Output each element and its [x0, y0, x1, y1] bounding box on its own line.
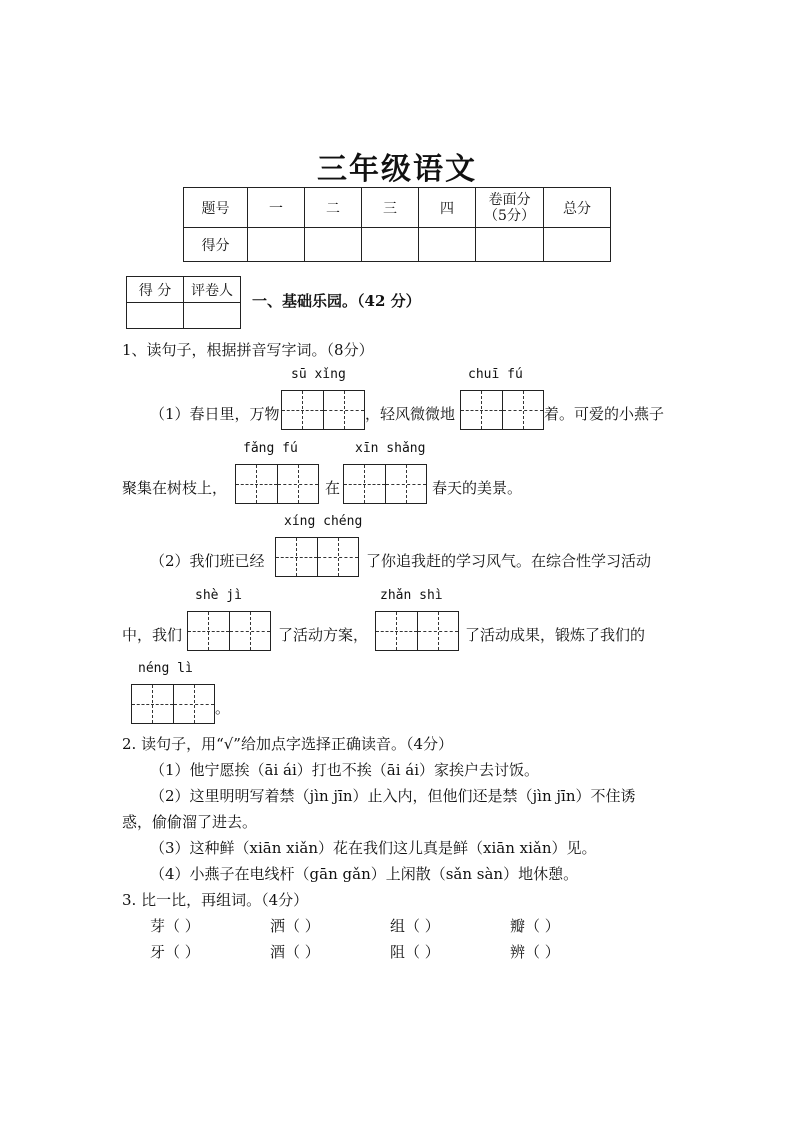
answer-grid[interactable] — [187, 611, 271, 651]
answer-grid[interactable] — [131, 684, 215, 724]
page-title: 三年级语文 — [317, 152, 477, 187]
grader-score-label: 得 分 — [127, 277, 184, 303]
score-header-number: 题号 — [184, 188, 248, 228]
sentence-text: （2）我们班已经 — [150, 552, 265, 570]
score-cell — [305, 228, 362, 262]
sentence-text: 了活动成果，锻炼了我们的 — [465, 626, 646, 644]
question-2-title: 2. 读句子，用“√”给加点字选择正确读音。（4分） — [122, 735, 454, 753]
score-cell — [248, 228, 305, 262]
sentence-text: 春天的美景。 — [432, 479, 523, 497]
answer-grid[interactable] — [235, 464, 319, 504]
question-2-line: （1）他宁愿挨（āi ái）打也不挨（āi ái）家挨户去讨饭。 — [150, 761, 540, 779]
word-item: 辨（ ） — [510, 943, 560, 961]
grader-cell — [127, 303, 184, 329]
pinyin: sū xǐng — [291, 367, 346, 382]
pinyin: zhǎn shì — [380, 588, 443, 603]
score-header-total: 总分 — [544, 188, 611, 228]
score-cell — [476, 228, 544, 262]
answer-grid[interactable] — [375, 611, 459, 651]
score-cell — [544, 228, 611, 262]
pinyin: fǎng fú — [243, 441, 298, 456]
pinyin: chuī fú — [468, 367, 523, 382]
question-2-line: 惑，偷偷溜了进去。 — [122, 813, 258, 831]
question-2-line: （2）这里明明写着禁（jìn jīn）止入内，但他们还是禁（jìn jīn）不住诱 — [150, 787, 636, 805]
word-item: 阻（ ） — [390, 943, 440, 961]
question-2-line: （3）这种鲜（xiān xiǎn）花在我们这儿真是鲜（xiān xiǎn）见。 — [150, 839, 597, 857]
pinyin: xīn shǎng — [355, 441, 426, 456]
pinyin: néng lì — [138, 661, 193, 676]
score-row-label: 得分 — [184, 228, 248, 262]
score-header-3: 三 — [362, 188, 419, 228]
answer-grid[interactable] — [281, 390, 365, 430]
word-item: 组（ ） — [390, 917, 440, 935]
pinyin: xíng chéng — [284, 514, 363, 529]
sentence-text: 。 — [215, 699, 231, 717]
answer-grid[interactable] — [275, 537, 359, 577]
score-header-neatness: 卷面分 （5分） — [476, 188, 544, 228]
score-header-1: 一 — [248, 188, 305, 228]
word-item: 牙（ ） — [150, 943, 200, 961]
question-3-title: 3. 比一比，再组词。（4分） — [122, 891, 309, 909]
question-2-line: （4）小燕子在电线杆（gān gǎn）上闲散（sǎn sàn）地休憩。 — [150, 865, 579, 883]
score-header-2: 二 — [305, 188, 362, 228]
word-item: 洒（ ） — [270, 917, 320, 935]
answer-grid[interactable] — [343, 464, 427, 504]
section-heading: 一、基础乐园。（42 分） — [252, 292, 421, 310]
grader-cell — [184, 303, 241, 329]
sentence-text: 了活动方案， — [278, 626, 369, 644]
sentence-text: 了你追我赶的学习风气。在综合性学习活动 — [366, 552, 652, 570]
grader-table — [126, 276, 241, 329]
word-item: 芽（ ） — [150, 917, 200, 935]
score-cell — [362, 228, 419, 262]
sentence-text: （1）春日里，万物 — [150, 405, 280, 423]
word-item: 酒（ ） — [270, 943, 320, 961]
pinyin: shè jì — [195, 588, 242, 603]
word-item: 瓣（ ） — [510, 917, 560, 935]
sentence-text: 聚集在树枝上， — [122, 479, 228, 497]
sentence-text: 在 — [325, 479, 341, 497]
question-1-title: 1、读句子，根据拼音写字词。（8分） — [122, 341, 374, 359]
answer-grid[interactable] — [460, 390, 544, 430]
grader-name-label: 评卷人 — [184, 277, 241, 303]
score-cell — [419, 228, 476, 262]
sentence-text: 着。可爱的小燕子 — [544, 405, 665, 423]
score-table — [183, 187, 611, 262]
score-header-4: 四 — [419, 188, 476, 228]
sentence-text: 中，我们 — [122, 626, 183, 644]
sentence-text: ，轻风微微地 — [365, 405, 456, 423]
